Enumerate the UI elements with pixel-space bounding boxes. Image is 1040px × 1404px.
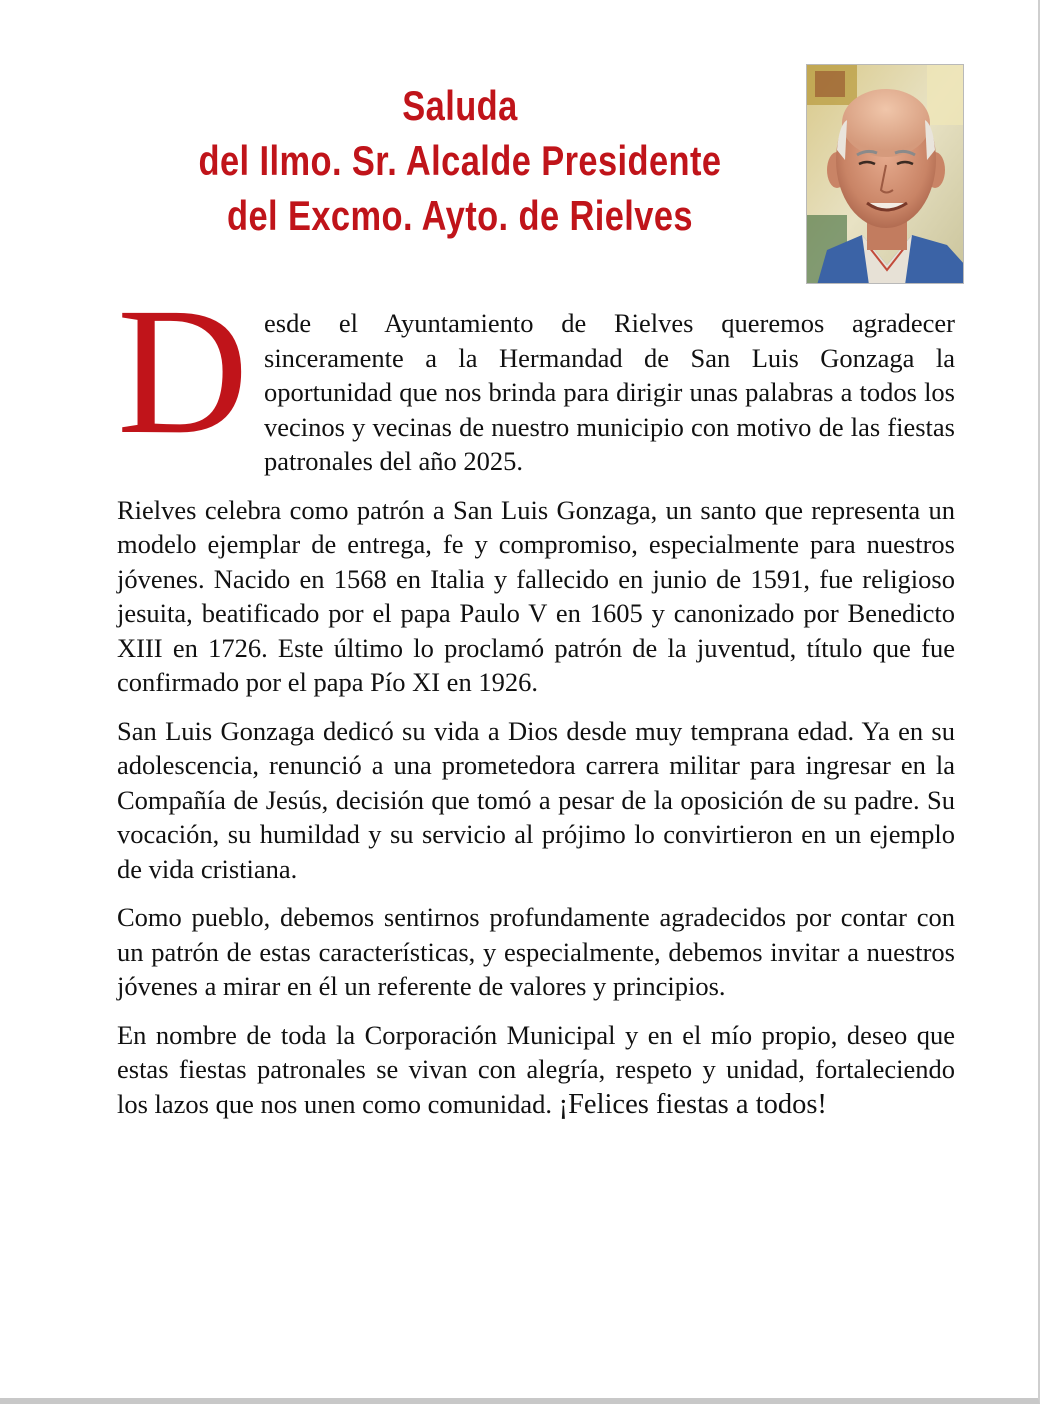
page-title	[181, 78, 739, 243]
title-line-alcalde: del Ilmo. Sr. Alcalde Presidente	[198, 137, 722, 184]
paragraph-gratitude: Como pueblo, debemos sentirnos profundamente agradecidos por contar con un patrón de estas características, y especialmente, debemos invitar a nuestros jóvenes a mirar en él un referente de valores y principios.	[117, 902, 955, 1001]
paragraph-biography: San Luis Gonzaga dedicó su vida a Dios desde muy temprana edad. Ya en su adolescencia, renunció a una prometedora carrera militar para ingresar en la Compañía de Jesús, decisión que tomó a pesar de la oposición de su padre. Su vocación, su humildad y su servicio al prójimo lo convirtieron en un ejemplo de vida cristiana.	[117, 715, 955, 884]
paragraph-intro	[117, 271, 955, 479]
portrait-photo-icon	[807, 65, 964, 284]
paragraph-intro-text: esde el Ayuntamiento de Rielves queremos agradecer sinceramente a la Hermandad de San Luis Gonzaga la oportunidad que nos brinda para dirigir unas palabras a todos los vecinos y vecinas de nuestro municipio con motivo de las fiestas patronales del año 2025.	[264, 308, 955, 476]
drop-cap: D	[117, 271, 249, 472]
title-line-ayuntamiento: del Excmo. Ayto. de Rielves	[227, 192, 693, 239]
paragraph-wishes-text: En nombre de toda la Corporación Municipal y en el mío propio, deseo que estas fiestas patronales se vivan con alegría, respeto y unidad, fortaleciendo los lazos que nos unen como comunidad.	[117, 1019, 955, 1119]
closing-greeting: ¡Felices fiestas a todos!	[558, 1088, 827, 1120]
letter-body	[117, 271, 955, 1136]
paragraph-patron: Rielves celebra como patrón a San Luis Gonzaga, un santo que representa un modelo ejemplar de entrega, fe y compromiso, especialmente para nuestros jóvenes. Nacido en 1568 en Italia y fallecido en junio de 1591, fue religioso jesuita, beatificado por el papa Paulo V en 1605 y canonizado por Benedicto XIII en 1726. Este último lo proclamó patrón de la juventud, título que fue confirmado por el papa Pío XI en 1926.	[117, 494, 955, 697]
title-line-saluda: Saluda	[402, 82, 518, 129]
portrait-photo	[806, 64, 964, 284]
paragraph-wishes	[117, 1018, 955, 1123]
